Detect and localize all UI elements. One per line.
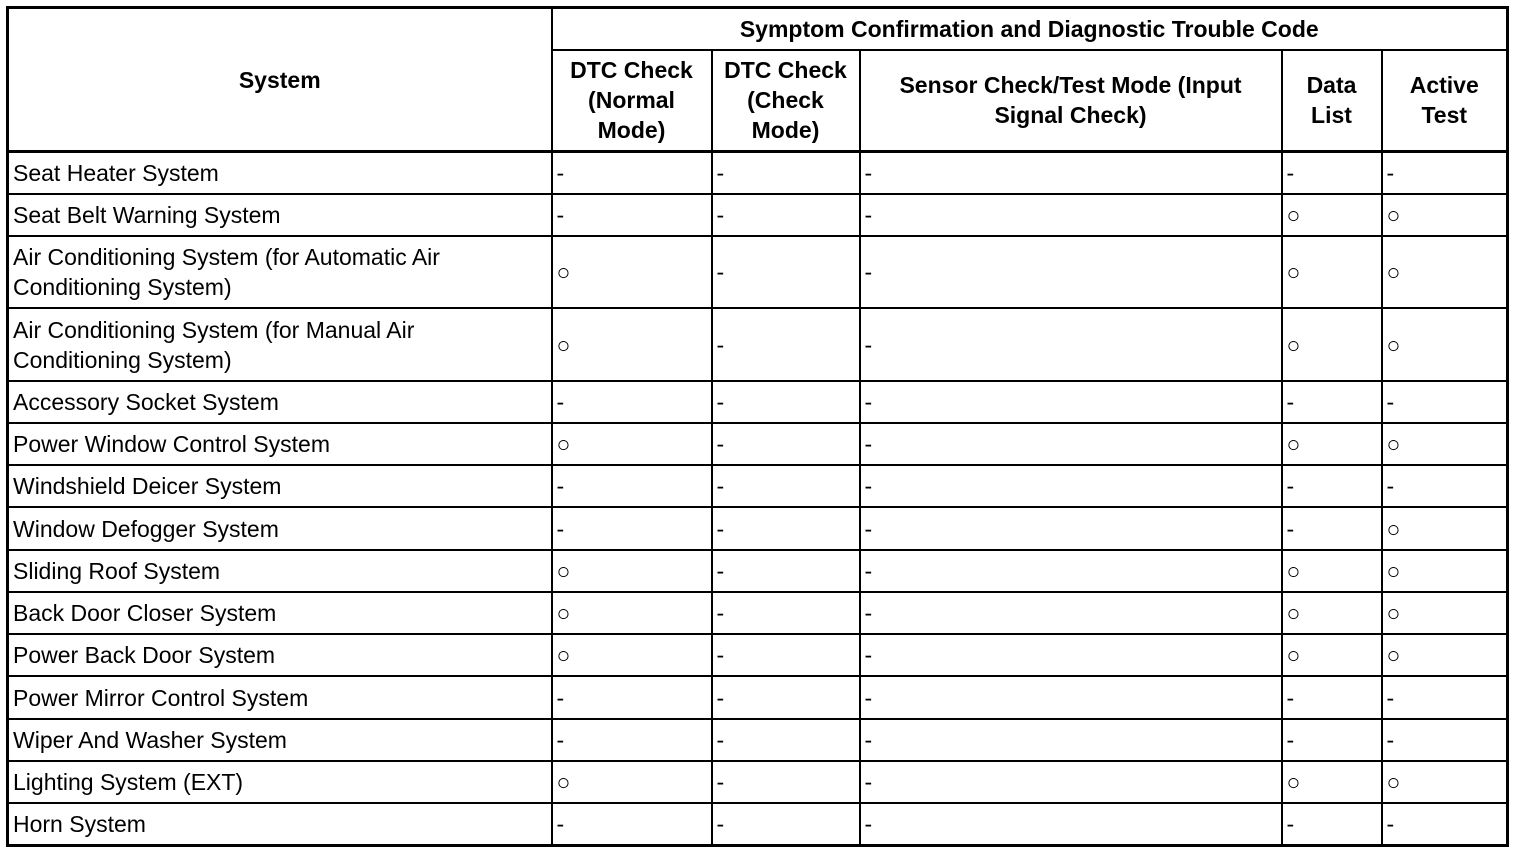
cell-dtc-check: - bbox=[712, 719, 860, 761]
header-dtc-check-normal: DTC Check (Normal Mode) bbox=[552, 50, 712, 152]
cell-dtc-check: - bbox=[712, 676, 860, 718]
cell-active-test: ○ bbox=[1382, 507, 1508, 549]
cell-data-list: - bbox=[1282, 465, 1382, 507]
cell-active-test: ○ bbox=[1382, 592, 1508, 634]
cell-sensor-check: - bbox=[860, 761, 1282, 803]
cell-sensor-check: - bbox=[860, 803, 1282, 845]
cell-sensor-check: - bbox=[860, 308, 1282, 380]
cell-sensor-check: - bbox=[860, 507, 1282, 549]
cell-dtc-check: - bbox=[712, 761, 860, 803]
cell-dtc-check: - bbox=[712, 550, 860, 592]
cell-data-list: ○ bbox=[1282, 634, 1382, 676]
cell-dtc-normal: - bbox=[552, 194, 712, 236]
cell-data-list: ○ bbox=[1282, 761, 1382, 803]
table-row bbox=[8, 507, 1508, 549]
cell-sensor-check: - bbox=[860, 381, 1282, 423]
system-name: Sliding Roof System bbox=[8, 550, 552, 592]
table-row bbox=[8, 634, 1508, 676]
cell-sensor-check: - bbox=[860, 152, 1282, 194]
cell-dtc-normal: ○ bbox=[552, 423, 712, 465]
table-row bbox=[8, 236, 1508, 308]
cell-data-list: - bbox=[1282, 152, 1382, 194]
cell-sensor-check: - bbox=[860, 676, 1282, 718]
cell-dtc-check: - bbox=[712, 423, 860, 465]
table-row bbox=[8, 761, 1508, 803]
cell-dtc-normal: ○ bbox=[552, 550, 712, 592]
cell-data-list: - bbox=[1282, 676, 1382, 718]
cell-dtc-check: - bbox=[712, 236, 860, 308]
header-system: System bbox=[8, 8, 552, 152]
cell-dtc-normal: - bbox=[552, 152, 712, 194]
cell-sensor-check: - bbox=[860, 550, 1282, 592]
table-row bbox=[8, 592, 1508, 634]
cell-active-test: ○ bbox=[1382, 550, 1508, 592]
cell-data-list: - bbox=[1282, 719, 1382, 761]
cell-dtc-check: - bbox=[712, 194, 860, 236]
cell-active-test: ○ bbox=[1382, 308, 1508, 380]
cell-dtc-normal: - bbox=[552, 381, 712, 423]
cell-dtc-normal: ○ bbox=[552, 592, 712, 634]
cell-active-test: ○ bbox=[1382, 761, 1508, 803]
cell-data-list: ○ bbox=[1282, 236, 1382, 308]
cell-sensor-check: - bbox=[860, 236, 1282, 308]
cell-dtc-check: - bbox=[712, 634, 860, 676]
table-row bbox=[8, 676, 1508, 718]
cell-dtc-normal: ○ bbox=[552, 634, 712, 676]
cell-sensor-check: - bbox=[860, 634, 1282, 676]
cell-data-list: ○ bbox=[1282, 550, 1382, 592]
cell-data-list: - bbox=[1282, 803, 1382, 845]
system-name: Accessory Socket System bbox=[8, 381, 552, 423]
cell-active-test: - bbox=[1382, 803, 1508, 845]
cell-active-test: ○ bbox=[1382, 634, 1508, 676]
cell-dtc-normal: ○ bbox=[552, 761, 712, 803]
system-name: Lighting System (EXT) bbox=[8, 761, 552, 803]
table-row bbox=[8, 308, 1508, 380]
header-active-test: Active Test bbox=[1382, 50, 1508, 152]
cell-active-test: - bbox=[1382, 676, 1508, 718]
cell-dtc-normal: - bbox=[552, 803, 712, 845]
cell-data-list: ○ bbox=[1282, 308, 1382, 380]
cell-active-test: - bbox=[1382, 719, 1508, 761]
system-name: Power Mirror Control System bbox=[8, 676, 552, 718]
cell-dtc-normal: - bbox=[552, 676, 712, 718]
header-sensor-check: Sensor Check/Test Mode (Input Signal Check) bbox=[860, 50, 1282, 152]
table-row bbox=[8, 803, 1508, 845]
cell-sensor-check: - bbox=[860, 465, 1282, 507]
cell-data-list: ○ bbox=[1282, 194, 1382, 236]
system-name: Seat Belt Warning System bbox=[8, 194, 552, 236]
cell-data-list: - bbox=[1282, 507, 1382, 549]
header-data-list: Data List bbox=[1282, 50, 1382, 152]
cell-active-test: - bbox=[1382, 465, 1508, 507]
cell-sensor-check: - bbox=[860, 423, 1282, 465]
cell-dtc-normal: - bbox=[552, 507, 712, 549]
system-name: Wiper And Washer System bbox=[8, 719, 552, 761]
system-name: Window Defogger System bbox=[8, 507, 552, 549]
cell-data-list: ○ bbox=[1282, 423, 1382, 465]
cell-dtc-check: - bbox=[712, 152, 860, 194]
table-row bbox=[8, 423, 1508, 465]
cell-data-list: - bbox=[1282, 381, 1382, 423]
table-row bbox=[8, 465, 1508, 507]
cell-dtc-normal: ○ bbox=[552, 308, 712, 380]
cell-sensor-check: - bbox=[860, 719, 1282, 761]
system-name: Power Back Door System bbox=[8, 634, 552, 676]
cell-dtc-check: - bbox=[712, 803, 860, 845]
table-row bbox=[8, 381, 1508, 423]
table-row bbox=[8, 719, 1508, 761]
table-row bbox=[8, 550, 1508, 592]
cell-data-list: ○ bbox=[1282, 592, 1382, 634]
cell-dtc-check: - bbox=[712, 308, 860, 380]
system-name: Seat Heater System bbox=[8, 152, 552, 194]
diagnostic-function-table bbox=[6, 6, 1509, 847]
header-symptom-confirmation: Symptom Confirmation and Diagnostic Trouble Code bbox=[552, 8, 1508, 50]
system-name: Air Conditioning System (for Automatic Air Conditioning System) bbox=[8, 236, 552, 308]
system-name: Windshield Deicer System bbox=[8, 465, 552, 507]
cell-active-test: - bbox=[1382, 381, 1508, 423]
cell-dtc-normal: - bbox=[552, 465, 712, 507]
cell-dtc-normal: - bbox=[552, 719, 712, 761]
cell-dtc-check: - bbox=[712, 592, 860, 634]
cell-active-test: ○ bbox=[1382, 423, 1508, 465]
cell-active-test: - bbox=[1382, 152, 1508, 194]
system-name: Air Conditioning System (for Manual Air Conditioning System) bbox=[8, 308, 552, 380]
cell-dtc-normal: ○ bbox=[552, 236, 712, 308]
header-dtc-check-check: DTC Check (Check Mode) bbox=[712, 50, 860, 152]
system-name: Back Door Closer System bbox=[8, 592, 552, 634]
cell-active-test: ○ bbox=[1382, 236, 1508, 308]
system-name: Power Window Control System bbox=[8, 423, 552, 465]
table-body bbox=[8, 152, 1508, 846]
system-name: Horn System bbox=[8, 803, 552, 845]
cell-dtc-check: - bbox=[712, 465, 860, 507]
cell-dtc-check: - bbox=[712, 507, 860, 549]
table-row bbox=[8, 194, 1508, 236]
table-row bbox=[8, 152, 1508, 194]
cell-active-test: ○ bbox=[1382, 194, 1508, 236]
cell-dtc-check: - bbox=[712, 381, 860, 423]
cell-sensor-check: - bbox=[860, 592, 1282, 634]
cell-sensor-check: - bbox=[860, 194, 1282, 236]
